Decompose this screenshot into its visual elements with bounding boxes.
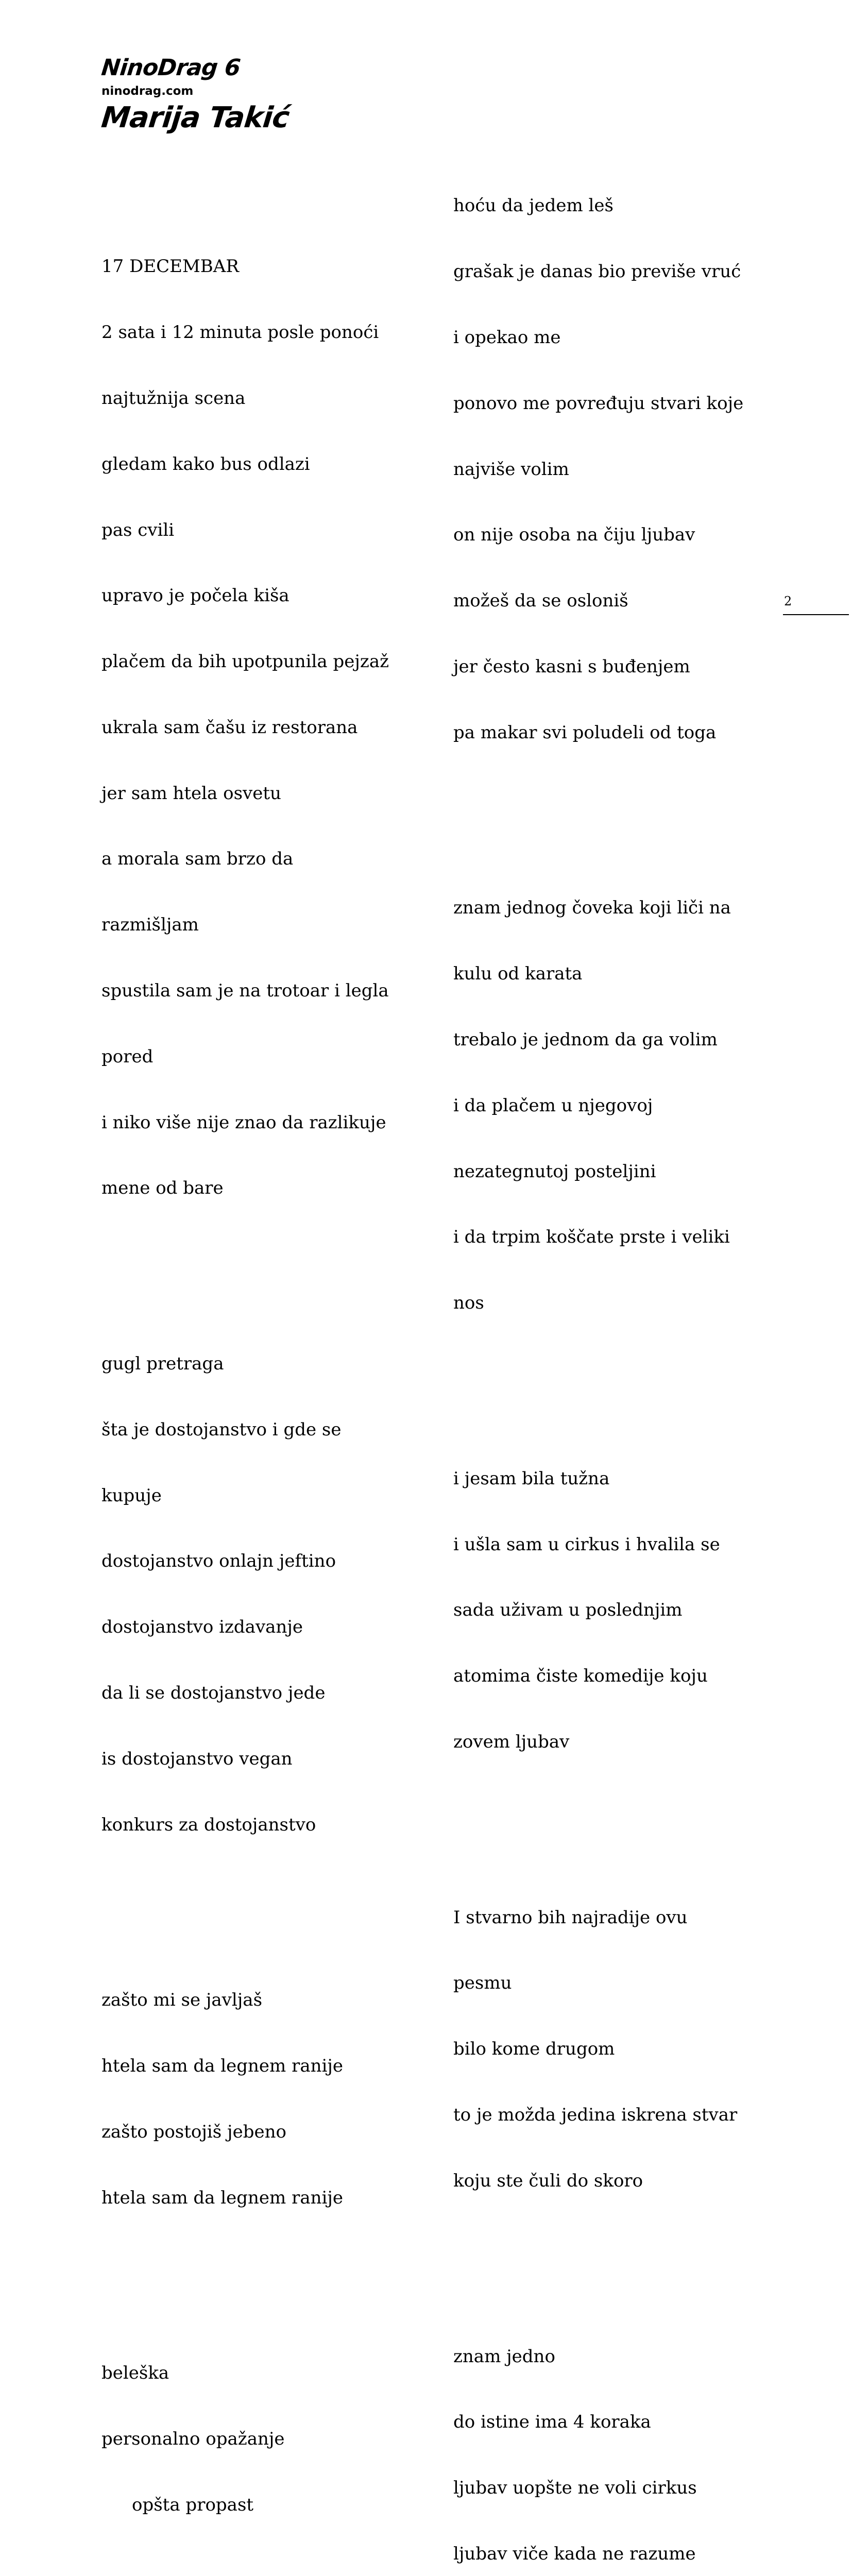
poem-line: dostojanstvo izdavanje bbox=[101, 1617, 303, 1638]
poem-line: kupuje bbox=[101, 1485, 162, 1506]
poem-line: to je možda jedina iskrena stvar bbox=[453, 2105, 738, 2126]
poem-line: i da plačem u njegovoj bbox=[453, 1095, 653, 1116]
page-number-block bbox=[783, 594, 849, 615]
poem-line: opšta propast bbox=[132, 2494, 254, 2515]
poem-line: do istine ima 4 koraka bbox=[453, 2412, 651, 2433]
poem-line: is dostojanstvo vegan bbox=[101, 1748, 293, 1769]
poem-line: jer sam htela osvetu bbox=[101, 783, 281, 804]
poem-line: spustila sam je na trotoar i legla bbox=[101, 980, 389, 1001]
poem-line: ljubav uopšte ne voli cirkus bbox=[453, 2478, 697, 2499]
poem-line: koju ste čuli do skoro bbox=[453, 2170, 643, 2191]
poem-stanza bbox=[453, 151, 743, 787]
poem-line: nos bbox=[453, 1293, 484, 1314]
poem-line: zašto postojiš jebeno bbox=[101, 2121, 286, 2142]
page-number: 2 bbox=[784, 594, 792, 608]
magazine-title: NinoDrag 6 bbox=[100, 55, 242, 81]
poem-line: pas cvili bbox=[101, 519, 175, 540]
poem-line: zovem ljubav bbox=[453, 1731, 570, 1752]
poem-right-column bbox=[453, 107, 743, 2576]
poem-line: i ušla sam u cirkus i hvalila se bbox=[453, 1534, 720, 1555]
poem-line: mene od bare bbox=[101, 1178, 224, 1199]
poem-line: sada uživam u poslednjim bbox=[453, 1600, 683, 1621]
poem-line: ukrala sam čašu iz restorana bbox=[101, 717, 358, 738]
page-header bbox=[101, 54, 289, 137]
poem-line: gugl pretraga bbox=[101, 1353, 224, 1375]
poem-line: bilo kome drugom bbox=[453, 2039, 615, 2060]
poem-line: šta je dostojanstvo i gde se bbox=[101, 1419, 342, 1440]
poem-line: i da trpim koščate prste i veliki bbox=[453, 1227, 730, 1248]
poem-stanza bbox=[453, 1863, 743, 2236]
poem-line: nezategnutoj posteljini bbox=[453, 1161, 656, 1182]
poem-stanza bbox=[101, 212, 389, 1243]
poem-line: trebalo je jednom da ga volim bbox=[453, 1029, 718, 1050]
poem-line: personalno opažanje bbox=[101, 2429, 285, 2450]
poem-line: atomima čiste komedije koju bbox=[453, 1666, 708, 1687]
poem-line: zašto mi se javljaš bbox=[101, 1990, 263, 2011]
poem-line: a morala sam brzo da bbox=[101, 849, 294, 870]
poem-stanza bbox=[453, 853, 743, 1358]
poem-stanza bbox=[453, 2301, 743, 2576]
poem-stanza bbox=[101, 1945, 389, 2252]
poem-line: i jesam bila tužna bbox=[453, 1468, 610, 1489]
poem-line: htela sam da legnem ranije bbox=[101, 2056, 344, 2077]
poem-line: hoću da jedem leš bbox=[453, 195, 614, 216]
poem-line: 17 DECEMBAR bbox=[101, 256, 239, 277]
poem-line: jer često kasni s buđenjem bbox=[453, 656, 690, 677]
poem-line: upravo je počela kiša bbox=[101, 585, 289, 606]
poem-line: razmišljam bbox=[101, 914, 199, 936]
poem-line: i opekao me bbox=[453, 327, 561, 348]
author-name: Marija Takić bbox=[99, 101, 291, 134]
poem-line: pored bbox=[101, 1046, 154, 1067]
poem-line: pa makar svi poludeli od toga bbox=[453, 722, 717, 743]
poem-line: kulu od karata bbox=[453, 963, 583, 985]
poem-line: pesmu bbox=[453, 1973, 512, 1994]
poem-line: gledam kako bus odlazi bbox=[101, 453, 310, 474]
poem-stanza bbox=[453, 1424, 743, 1797]
poem-line: dostojanstvo onlajn jeftino bbox=[101, 1551, 336, 1572]
poem-line: znam jednog čoveka koji liči na bbox=[453, 897, 731, 919]
poem-line: beleška bbox=[101, 2363, 169, 2384]
poem-line: ponovo me povređuju stvari koje bbox=[453, 393, 744, 414]
magazine-website: ninodrag.com bbox=[101, 84, 194, 98]
poem-line: da li se dostojanstvo jede bbox=[101, 1682, 326, 1703]
poem-line: 2 sata i 12 minuta posle ponoći bbox=[101, 322, 379, 343]
poem-line: znam jedno bbox=[453, 2346, 555, 2367]
poem-line: grašak je danas bio previše vruć bbox=[453, 261, 741, 282]
page-number-rule bbox=[783, 614, 849, 615]
poem-line: I stvarno bih najradije ovu bbox=[453, 1907, 688, 1928]
poem-left-column bbox=[101, 168, 389, 2576]
poem-line: on nije osoba na čiju ljubav bbox=[453, 524, 695, 546]
poem-line: plačem da bih upotpunila pejzaž bbox=[101, 651, 389, 672]
poem-line: i niko više nije znao da razlikuje bbox=[101, 1112, 386, 1133]
poem-line: htela sam da legnem ranije bbox=[101, 2187, 344, 2208]
poem-stanza bbox=[101, 2318, 389, 2560]
poem-line: najtužnija scena bbox=[101, 387, 246, 409]
poem-line: možeš da se osloniš bbox=[453, 590, 628, 612]
poem-stanza bbox=[101, 1309, 389, 1879]
poem-line: konkurs za dostojanstvo bbox=[101, 1814, 316, 1835]
poem-line: najviše volim bbox=[453, 459, 569, 480]
poem-line: ljubav viče kada ne razume bbox=[453, 2543, 696, 2564]
